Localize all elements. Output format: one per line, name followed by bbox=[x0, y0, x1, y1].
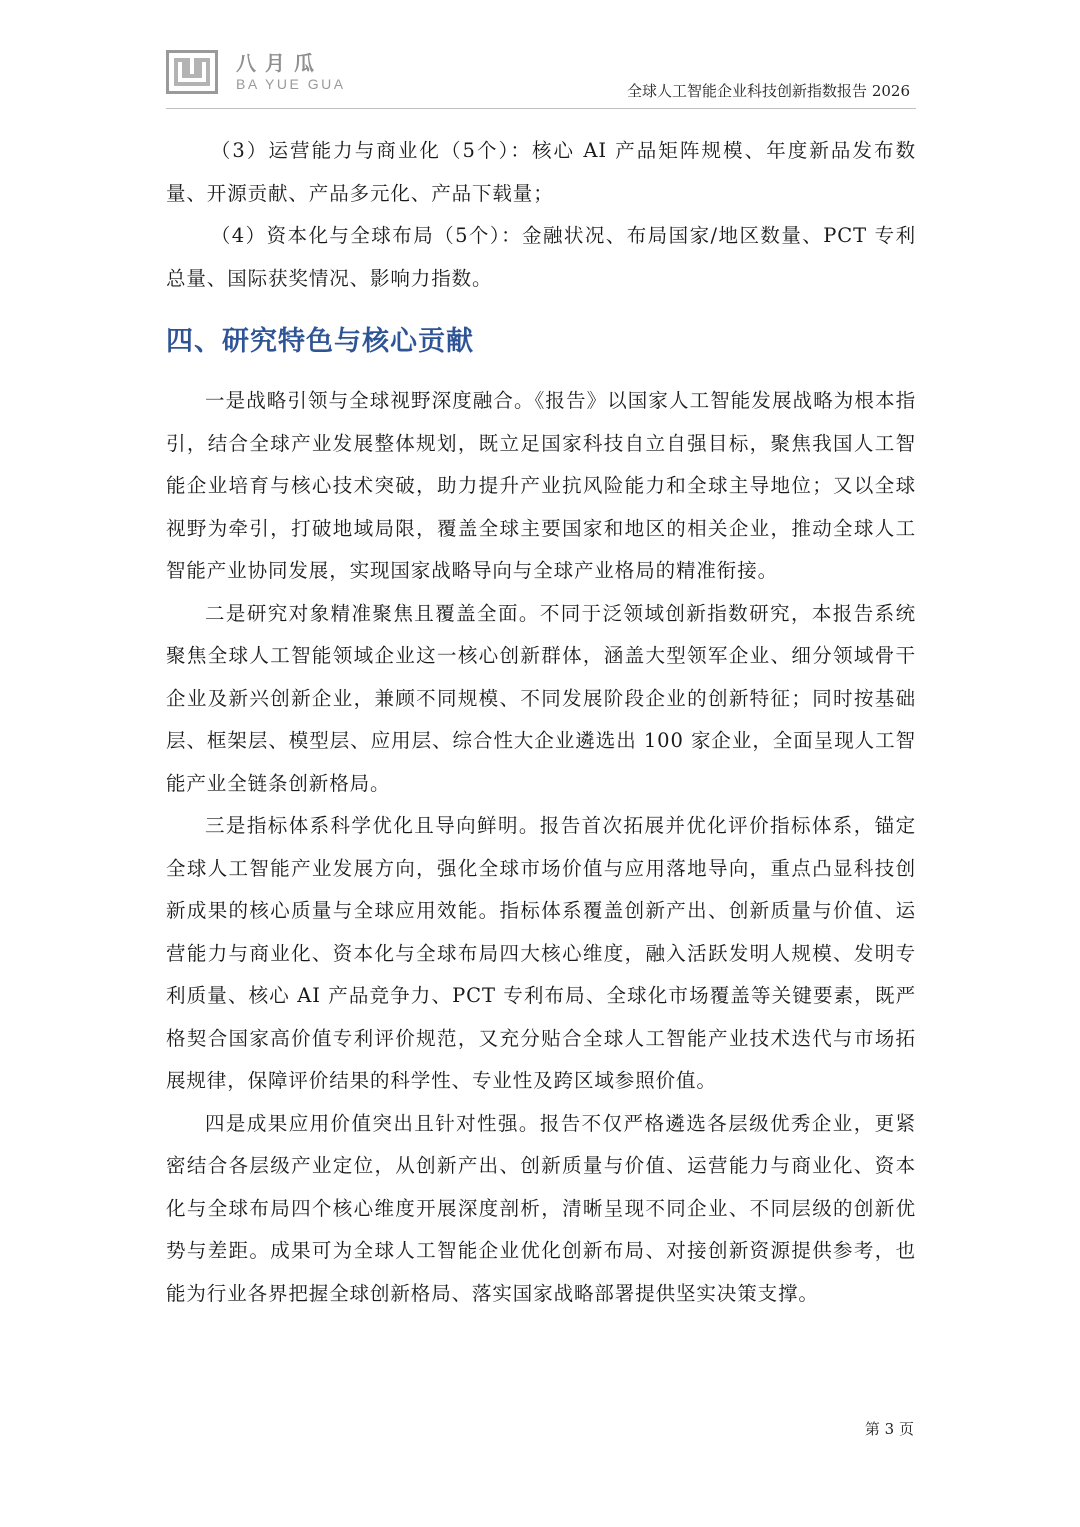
list-item-capital: （4）资本化与全球布局（5个）：金融状况、布局国家/地区数量、PCT 专利总量、国际获奖情况、影响力指数。 bbox=[166, 224, 916, 290]
header-divider bbox=[166, 108, 916, 109]
page-header bbox=[0, 0, 1080, 112]
logo-english-name: BA YUE GUA bbox=[236, 76, 346, 92]
list-item-operations: （3）运营能力与商业化（5个）：核心 AI 产品矩阵规模、年度新品发布数量、开源贡献、产品多元化、产品下载量； bbox=[166, 139, 916, 205]
logo-chinese-name: 八月瓜 bbox=[236, 51, 323, 75]
paragraph-research-object: 二是研究对象精准聚焦且覆盖全面。不同于泛领域创新指数研究，本报告系统聚焦全球人工智能领域企业这一核心创新群体，涵盖大型领军企业、细分领域骨干企业及新兴创新企业，兼顾不同规模、不同发展阶段企业的创新特征；同时按基础层、框架层、模型层、应用层、综合性大企业遴选出 100 家企业，全面呈现人工智能产业全链条创新格局。 bbox=[166, 601, 916, 795]
paragraph-strategy: 一是战略引领与全球视野深度融合。《报告》以国家人工智能发展战略为根本指引，结合全球产业发展整体规划，既立足国家科技自立自强目标，聚焦我国人工智能企业培育与核心技术突破，助力提升产业抗风险能力和全球主导地位；又以全球视野为牵引，打破地域局限，覆盖全球主要国家和地区的相关企业，推动全球人工智能产业协同发展，实现国家战略导向与全球产业格局的精准衔接。 bbox=[166, 389, 916, 582]
page-body bbox=[166, 130, 916, 1315]
paragraph-application-value: 四是成果应用价值突出且针对性强。报告不仅严格遴选各层级优秀企业，更紧密结合各层级产业定位，从创新产出、创新质量与价值、运营能力与商业化、资本化与全球布局四个核心维度开展深度剖析，清晰呈现不同企业、不同层级的创新优势与差距。成果可为全球人工智能企业优化创新布局、对接创新资源提供参考，也能为行业各界把握全球创新格局、落实国家战略部署提供坚实决策支撑。 bbox=[166, 1111, 916, 1305]
bayuegua-logo-icon bbox=[166, 50, 218, 94]
section-heading: 四、研究特色与核心贡献 bbox=[166, 326, 474, 357]
paragraph-indicator-system: 三是指标体系科学优化且导向鲜明。报告首次拓展并优化评价指标体系，锚定全球人工智能产业发展方向，强化全球市场价值与应用落地导向，重点凸显科技创新成果的核心质量与全球应用效能。指标体系覆盖创新产出、创新质量与价值、运营能力与商业化、资本化与全球布局四大核心维度，融入活跃发明人规模、发明专利质量、核心 AI 产品竞争力、PCT 专利布局、全球化市场覆盖等关键要素，既严格契合国家高价值专利评价规范，又充分贴合全球人工智能产业技术迭代与市场拓展规律，保障评价结果的科学性、专业性及跨区域参照价值。 bbox=[166, 814, 916, 1092]
page-number: 第 3 页 bbox=[864, 1420, 914, 1438]
logo-text bbox=[236, 52, 346, 92]
report-title: 全球人工智能企业科技创新指数报告 2026 bbox=[627, 82, 910, 100]
